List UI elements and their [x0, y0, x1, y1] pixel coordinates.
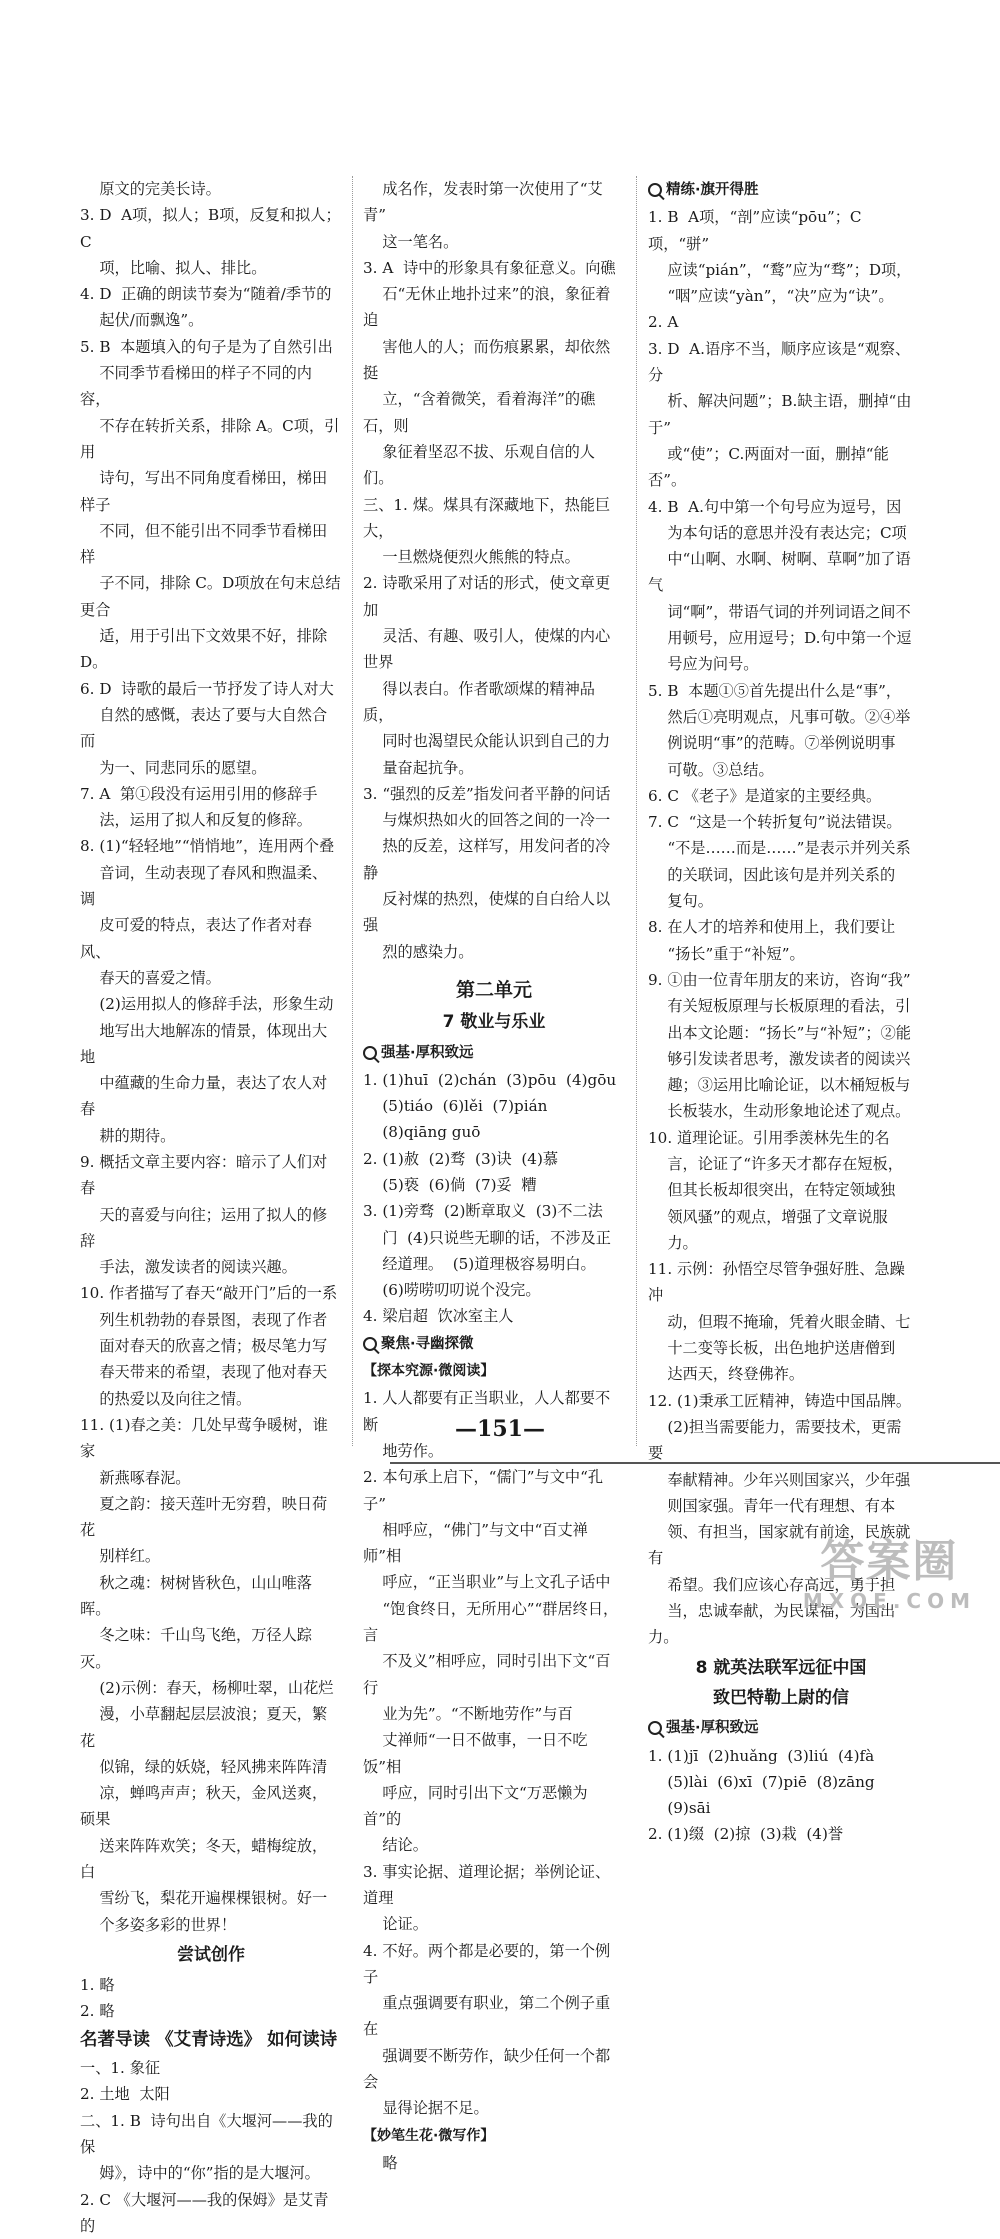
answer-item: 4. D 正确的朗读节奏为“随着/季节的 起伏/而飘逸”。 [80, 285, 332, 330]
magnifier-icon [363, 1337, 377, 1351]
answer-item: 8. 在人才的培养和使用上，我们要让 “扬长”重于“补短”。 [648, 918, 896, 963]
column-middle [363, 176, 625, 2176]
subsection-label: 【探本究源·微阅读】 [363, 1363, 495, 1380]
answer-item: 2. (1)缀 (2)掠 (3)栽 (4)誉 [648, 1825, 844, 1844]
page-number: —151— [455, 1416, 545, 1442]
watermark-sub: MXQE.COM [802, 1589, 976, 1613]
reading-guide-title: 名著导读 《艾青诗选》 如何读诗 [80, 2029, 338, 2050]
unit-title: 第二单元 [455, 978, 532, 1001]
answer-item: 4. 梁启超 饮冰室主人 [363, 1307, 514, 1326]
answer-item: 3. (1)旁骛 (2)断章取义 (3)不二法 门 (4)只说些无聊的话，不涉及正 经道理。 (5)道理极容易明白。 (6)唠唠叨叨说个没完。 [363, 1202, 611, 1300]
answer-item: 11. 示例：孙悟空尽管争强好胜、急躁冲 动，但瑕不掩瑜，凭着火眼金睛、七 十二变等长板，出色地护送唐僧到 达西天，终登佛祚。 [648, 1260, 911, 1384]
section-heading [648, 177, 914, 203]
answer-item: 1. B A项，“剖”应读“pōu”；C项，“骈” 应读“pián”，“鹜”应为“骛”；D项， “咽”应读“yàn”，“决”应为“诀”。 [648, 208, 912, 306]
answer-item: 10. 道理论证。引用季羡林先生的名 言，论证了“许多天才都存在短板， 但其长板却很突出，在特定领域独 领风骚”的观点，增强了文章说服 力。 [648, 1128, 903, 1252]
lesson-title: 8 就英法联军远征中国 [695, 1657, 867, 1678]
answer-item: 2. A [648, 313, 679, 332]
answer-item: 9. 概括文章主要内容：暗示了人们对春 天的喜爱与向往；运用了拟人的修辞 手法，激发读者的阅读兴趣。 [80, 1152, 328, 1277]
answer-item: 5. B 本题①⑤首先提出什么是“事”， 然后①亮明观点，凡事可敬。②④举 例说明“事”的范畴。⑦举例说明事 可敬。③总结。 [648, 681, 911, 779]
section-heading-label: 聚焦·寻幽探微 [381, 1335, 474, 1352]
answer-item: 2. 诗歌采用了对话的形式，使文章更加 灵活、有趣、吸引人，使煤的内心世界 得以表白。作者歌颂煤的精神品质， 同时也渴望民众能认识到自己的力 量奋起抗争。 [363, 574, 611, 777]
answer-item: 7. A 第①段没有运用引用的修辞手 法，运用了拟人和反复的修辞。 [80, 784, 318, 830]
magnifier-icon [648, 1721, 662, 1735]
answer-item: 1. (1)huī (2)chán (3)pōu (4)gōu (5)tiáo (6)lěi (7)pián (8)qiāng guō [363, 1070, 617, 1142]
answer-item: 成名作，发表时第一次使用了“艾青” 这一笔名。 [363, 180, 603, 251]
subsection-label: 【妙笔生花·微写作】 [363, 2127, 495, 2144]
answer-item: 9. ①由一位青年朋友的来访，咨询“我” 有关短板原理与长板原理的看法，引 出本文论题：“扬长”与“补短”；②能 够引发读者思考，激发读者的阅读兴 趣；③运用比喻论证，以木桶短板与 长板装水，生动形象地论述了观点。 [648, 970, 911, 1121]
answer-item: 2. 本句承上启下，“儒门”与文中“孔子” 相呼应，“佛门”与文中“百丈禅师”相 呼应，“正当职业”与上文孔子话中 “饱食终日，无所用心”“群居终日，言 不及义”相呼应，同时引出下文“百行 业为先”。“不断地劳作”与百 丈禅师“一日不做事，一日不吃饭”相 呼应，同时引出下文“万恶懒为首”的 结论。 [363, 1468, 619, 1855]
answer-item: 二、1. B 诗句出自《大堰河——我的保 姆》，诗中的“你”指的是大堰河。 [80, 2111, 333, 2183]
answer-item: 4. 不好。两个都是必要的，第一个例子 重点强调要有职业，第二个例子重在 强调要不断劳作，缺少任何一个都会 显得论据不足。 [363, 1941, 611, 2118]
answer-item: 4. B A.句中第一个句号应为逗号，因 为本句话的意思并没有表达完；C项 中“山啊、水啊、树啊、草啊”加了语气 词“啊”，带语气词的并列词语之间不 用顿号，应用逗号；D.句中第一个逗 号应为问号。 [648, 497, 912, 674]
answer-item: 3. A 诗中的形象具有象征意义。向礁 石“无休止地扑过来”的浪，象征着迫 害他人的人；而伤痕累累，却依然挺 立，“含着微笑，看着海洋”的礁石，则 象征着坚忍不拔、乐观自信的人们。 [363, 258, 616, 488]
answer-item: 2. (1)赦 (2)骛 (3)诀 (4)慕 (5)亵 (6)倘 (7)妥 糟 [363, 1149, 559, 1194]
magnifier-icon [363, 1046, 377, 1060]
lesson-title: 致巴特勒上尉的信 [713, 1687, 849, 1708]
section-heading [363, 1331, 625, 1357]
footer-rule [390, 1462, 1000, 1464]
magnifier-icon [648, 183, 662, 197]
section-heading [363, 1040, 625, 1066]
column-divider [636, 176, 637, 1446]
answer-item: 2. C 《大堰河——我的保姆》是艾青的 [80, 2190, 329, 2235]
watermark-logo [803, 1525, 976, 1613]
column-divider [352, 176, 353, 1446]
answer-item: 略 [363, 2153, 398, 2172]
answer-item: 三、1. 煤。煤具有深藏地下，热能巨大， 一旦燃烧便烈火熊熊的特点。 [363, 495, 611, 567]
answer-item: 10. 作者描写了春天“敲开门”后的一系 列生机勃勃的春景图，表现了作者 面对春天的欣喜之情；极尽笔力写 春天带来的希望，表现了他对春天 的热爱以及向往之情。 [80, 1284, 338, 1408]
answer-item: 8. (1)“轻轻地”“悄悄地”，连用两个叠 音词，生动表现了春风和煦温柔、调 皮可爱的特点，表达了作者对春风、 春天的喜爱之情。 (2)运用拟人的修辞手法，形象生动 地写出大地解冻的情景，体现出大地 中蕴藏的生命力量，表达了农人对春 耕的期待。 [80, 837, 335, 1145]
answer-item: 12. (1)秉承工匠精神，铸造中国品牌。 (2)担当需要能力，需要技术，更需要 奉献精神。少年兴则国家兴，少年强 则国家强。青年一代有理想、有本 领、有担当，国家就有前途，民族就有 希望。我们应该心存高远，勇于担 当，忠诚奉献，为民谋福，为国出力。 [648, 1391, 912, 1647]
answer-item: 6. C 《老子》是道家的主要经典。 [648, 786, 882, 805]
answer-item: 3. “强烈的反差”指发问者平静的问话 与煤炽热如火的回答之间的一冷一 热的反差，这样写，用发问者的冷静 反衬煤的热烈，使煤的自白给人以强 烈的感染力。 [363, 784, 611, 961]
lesson-title: 7 敬业与乐业 [442, 1012, 546, 1033]
column-left [80, 176, 342, 2239]
answer-item: 7. C “这是一个转折复句”说法错误。 “不是……而是……”是表示并列关系 的关联词，因此该句是并列关系的 复句。 [648, 813, 911, 911]
section-heading-label: 强基·厚积致远 [381, 1044, 474, 1061]
answer-item: 1. 略 [80, 1976, 115, 1995]
watermark-main: 答案圈 [820, 1536, 959, 1587]
answer-item: 5. B 本题填入的句子是为了自然引出 不同季节看梯田的样子不同的内容， 不存在转折关系，排除 A。C项，引用 诗句，写出不同角度看梯田，梯田样子 不同，但不能引出不同季节看梯田样 子不同，排除 C。D项放在句末总结更合 适，用于引出下文效果不好，排除 D。 [80, 337, 341, 672]
section-heading-label: 精练·旗开得胜 [666, 182, 759, 198]
section-heading-label: 强基·厚积致远 [666, 1720, 759, 1737]
answer-item: 3. D A项，拟人；B项，反复和拟人；C 项，比喻、拟人、排比。 [80, 206, 341, 277]
answer-item: 2. 略 [80, 2002, 115, 2021]
answer-item: 1. (1)jī (2)huǎng (3)liú (4)fà (5)lài (6)xī (7)piē (8)zāng (9)sāi [648, 1746, 875, 1818]
section-heading [648, 1715, 914, 1741]
answer-item: 6. D 诗歌的最后一节抒发了诗人对大 自然的感慨，表达了要与大自然合而 为一、同悲同乐的愿望。 [80, 679, 334, 777]
lesson-title: 尝试创作 [177, 1944, 245, 1965]
answer-item: 1. 人人都要有正当职业，人人都要不断 地劳作。 [363, 1389, 611, 1460]
answer-item: 3. D A.语序不当，顺序应该是“观察、分 析、解决问题”；B.缺主语，删掉“由于” 或“使”；C.两面对一面，删掉“能否”。 [648, 339, 912, 490]
answer-item: 原文的完美长诗。 [80, 180, 221, 198]
answer-item: 11. (1)春之美：几处早莺争暖树，谁家 新燕啄春泥。 夏之韵：接天莲叶无穷碧，映日荷花 别样红。 秋之魂：树树皆秋色，山山唯落晖。 冬之味：千山鸟飞绝，万径人踪灭。 (2)示例：春天，杨柳吐翠，山花烂 漫，小草翻起层层波浪；夏天，繁花 似锦，绿的妖娆，轻风拂来阵阵清 凉，蝉鸣声声；秋天，金风送爽，硕果 送来阵阵欢笑；冬天，蜡梅绽放，白 雪纷飞，梨花开遍棵棵银树。好一 个多姿多彩的世界！ [80, 1415, 334, 1934]
answer-item: 3. 事实论据、道理论据；举例论证、道理 论证。 [363, 1862, 611, 1934]
answer-item: 2. 土地 太阳 [80, 2085, 170, 2104]
answer-item: 一、1. 象征 [80, 2059, 161, 2078]
